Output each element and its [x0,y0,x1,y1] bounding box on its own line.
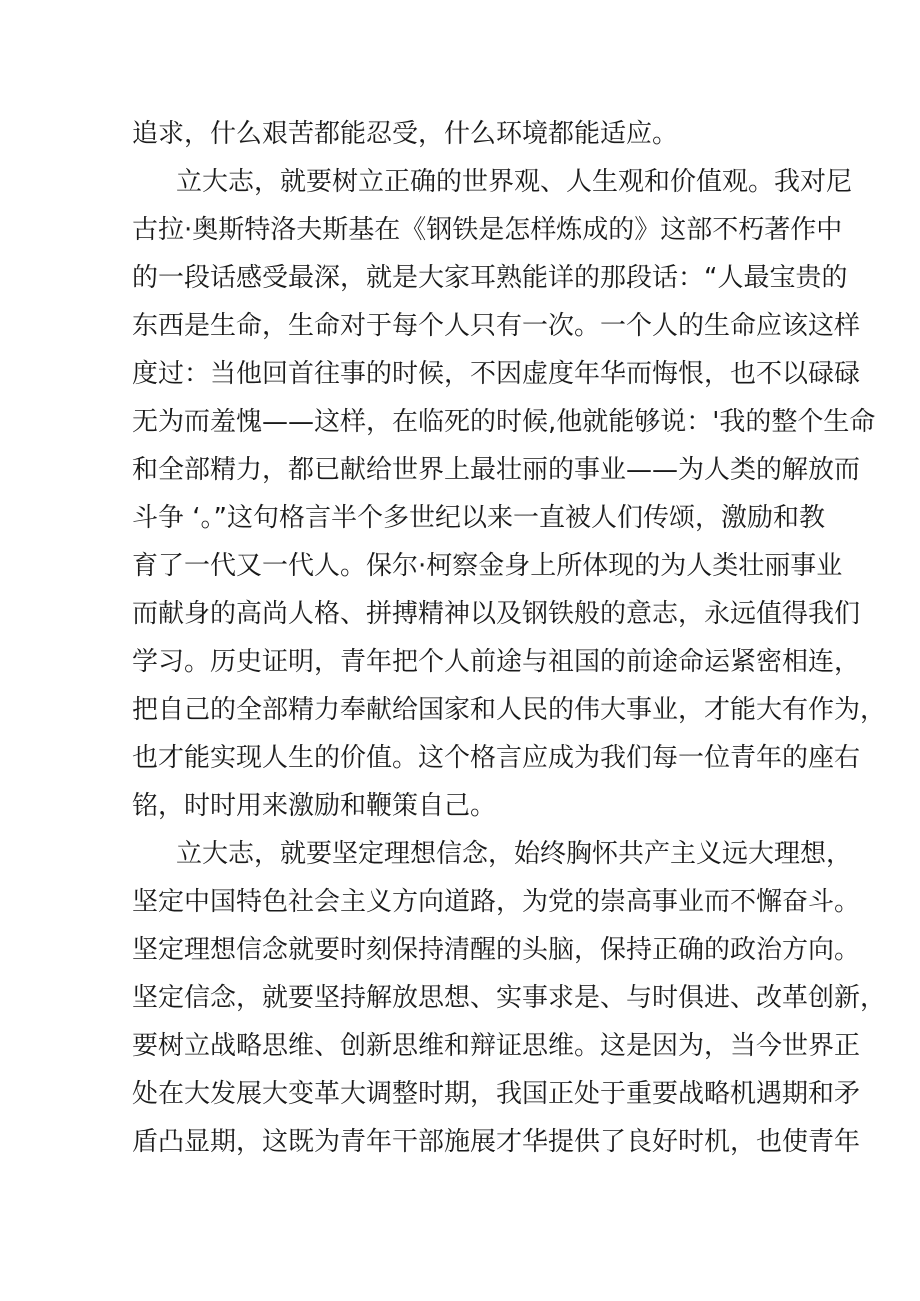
text-line: 育了一代又一代人。保尔·柯察金身上所体现的为人类壮丽事业 [132,551,843,581]
text-line: 处在大发展大变革大调整时期，我国正处于重要战略机遇期和矛 [132,1079,861,1109]
text-line: 无为而羞愧——这样，在临死的时候,他就能够说：'我的整个生命 [132,407,876,437]
body-text [132,110,887,1166]
text-line: 坚定理想信念就要时刻保持清醒的头脑，保持正确的政治方向。 [132,935,861,965]
text-line: 坚定中国特色社会主义方向道路，为党的崇高事业而不懈奋斗。 [132,887,861,917]
text-line: 铭，时时用来激励和鞭策自己。 [132,791,497,821]
text-line: 和全部精力，都已献给世界上最壮丽的事业——为人类的解放而 [132,455,861,485]
text-line: 盾凸显期，这既为青年干部施展才华提供了良好时机，也使青年 [132,1127,861,1157]
text-line: 立大志，就要树立正确的世界观、人生观和价值观。我对尼 [176,167,853,197]
text-line: 的一段话感受最深，就是大家耳熟能详的那段话：“人最宝贵的 [132,263,848,293]
text-line: 学习。历史证明，青年把个人前途与祖国的前途命运紧密相连， [132,647,861,677]
text-line: 而献身的高尚人格、拼搏精神以及钢铁般的意志，永远值得我们 [132,599,861,629]
text-line: 东西是生命，生命对于每个人只有一次。一个人的生命应该这样 [132,311,861,341]
text-line: 追求，什么艰苦都能忍受，什么环境都能适应。 [132,119,679,149]
text-line: 也才能实现人生的价值。这个格言应成为我们每一位青年的座右 [132,743,861,773]
text-line: 度过：当他回首往事的时候，不因虚度年华而悔恨，也不以碌碌 [132,359,861,389]
text-line: 坚定信念，就要坚持解放思想、实事求是、与时俱进、改革创新， [132,983,887,1013]
text-line: 要树立战略思维、创新思维和辩证思维。这是因为，当今世界正 [132,1031,861,1061]
text-line: 把自己的全部精力奉献给国家和人民的伟大事业，才能大有作为， [132,695,887,725]
text-line: 斗争 ‘。”这句格言半个多世纪以来一直被人们传颂，激励和教 [132,503,825,533]
text-line: 古拉·奥斯特洛夫斯基在《钢铁是怎样炼成的》这部不朽著作中 [132,215,843,245]
text-line: 立大志，就要坚定理想信念，始终胸怀共产主义远大理想， [176,839,853,869]
